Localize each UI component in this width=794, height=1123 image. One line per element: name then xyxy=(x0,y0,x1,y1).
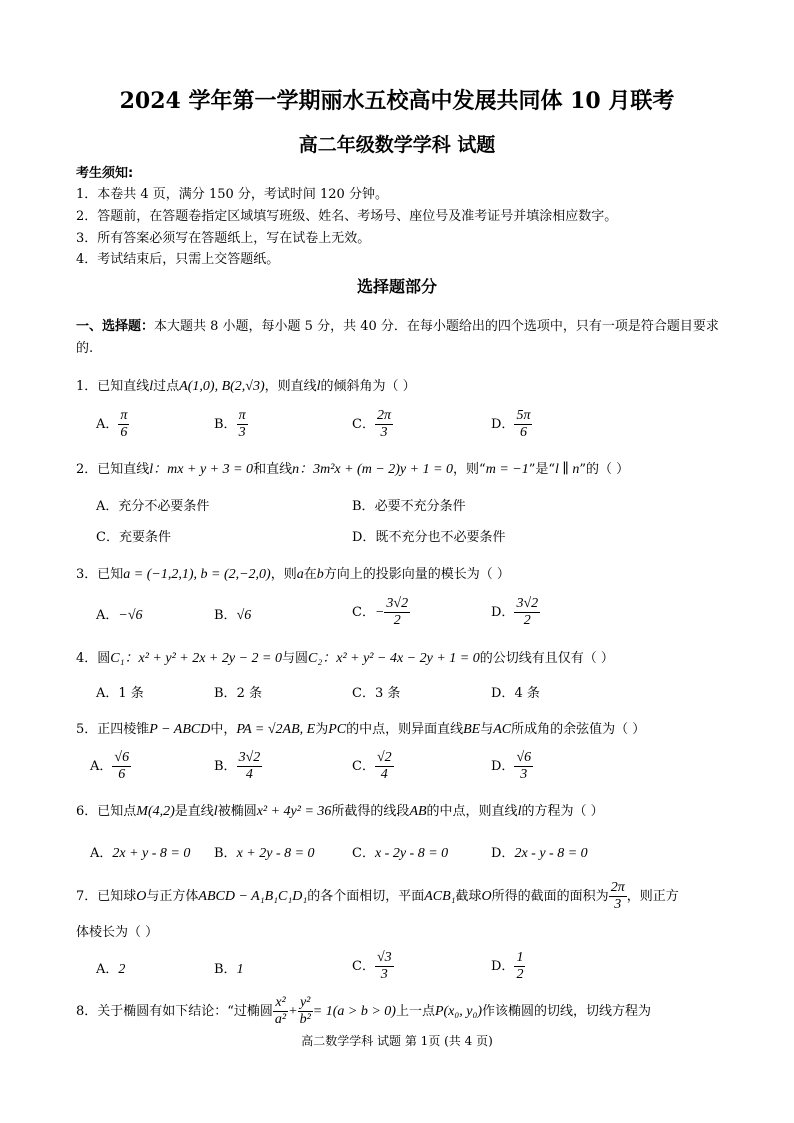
q2-option-c[interactable] xyxy=(96,526,171,545)
option-text: √6 xyxy=(236,608,252,623)
option-label: D． xyxy=(491,759,515,774)
option-text: 2 xyxy=(118,962,126,977)
frac-num: 1 xyxy=(516,950,524,965)
fraction xyxy=(514,596,540,629)
q6-option-d[interactable] xyxy=(491,842,588,862)
section-title: 选择题部分 xyxy=(356,277,437,296)
option-text: 2x - y - 8 = 0 xyxy=(514,846,588,861)
frac-den: 3 xyxy=(520,767,528,782)
q4-eq: x² + y² + 2x + 2y − 2 = 0 xyxy=(138,651,282,666)
q8-text: 8．关于椭圆有如下结论：“过椭圆 xyxy=(76,1004,273,1019)
q2-text: ，则“ xyxy=(453,462,486,477)
q5-var: PC xyxy=(328,722,347,737)
frac-num: π xyxy=(238,408,246,423)
option-label: D． xyxy=(491,959,515,974)
q7-option-d[interactable] xyxy=(491,950,525,983)
option-label: B． xyxy=(352,499,375,514)
q1-points: A(1,0), B(2,√3) xyxy=(179,379,265,394)
q7-var: ACB₁ xyxy=(424,889,456,904)
q6-text: 的中点，则直线 xyxy=(426,804,518,819)
q7-option-b[interactable] xyxy=(214,958,244,978)
q6-option-b[interactable] xyxy=(214,842,315,862)
part-instructions xyxy=(76,316,726,360)
q1-text: 过点 xyxy=(153,379,180,394)
q4-text: 4．圆 xyxy=(76,651,111,666)
option-text: 2x + y - 8 = 0 xyxy=(112,846,191,861)
q7-var: ABCD − A₁B₁C₁D₁ xyxy=(198,889,308,904)
q4-eq: x² + y² − 4x − 2y + 1 = 0 xyxy=(336,651,480,666)
fraction xyxy=(514,750,533,783)
q3-text: ，则 xyxy=(270,567,297,582)
question-4 xyxy=(76,647,614,667)
q6-text: 是直线 xyxy=(174,804,214,819)
option-label: D． xyxy=(491,686,515,701)
option-text: 1 xyxy=(236,962,244,977)
frac-den: 6 xyxy=(120,425,128,440)
option-label: B． xyxy=(214,608,237,623)
q1-text: 1．已知直线 xyxy=(76,379,150,394)
q2-text: ”是“ xyxy=(528,462,556,477)
part-lead: 一、选择题： xyxy=(76,319,155,334)
fraction xyxy=(375,950,394,983)
option-label: B． xyxy=(214,417,237,432)
q3-text: 方向上的投影向量的模长为（ ） xyxy=(323,567,510,582)
option-label: A． xyxy=(96,608,119,623)
q3-text: 在 xyxy=(303,567,317,582)
frac-num: π xyxy=(120,408,128,423)
option-label: C． xyxy=(352,417,375,432)
q7-text: 与正方体 xyxy=(146,889,199,904)
q8-var: P(x₀, y₀) xyxy=(434,1004,483,1019)
question-7-continued: 体棱长为（ ） xyxy=(76,925,159,940)
frac-den: 2 xyxy=(516,967,524,982)
frac-num: √3 xyxy=(376,950,392,965)
option-label: D． xyxy=(491,417,515,432)
q3-vectors: a = (−1,2,1), b = (2,−2,0) xyxy=(123,567,271,582)
frac-num: x² xyxy=(273,995,288,1012)
q4-option-c[interactable] xyxy=(352,682,400,701)
option-label: B． xyxy=(214,759,237,774)
part-text: 本大题共 8 小题，每小题 5 分，共 40 分．在每小题给出的四个选项中，只有一项是符合题目要求的. xyxy=(76,319,719,356)
q3-text: 3．已知 xyxy=(76,567,124,582)
frac-den: 4 xyxy=(380,767,388,782)
q8-text: 作该椭圆的切线，切线方程为 xyxy=(482,1004,652,1019)
option-label: C． xyxy=(352,846,375,861)
q2-var: n： xyxy=(292,462,314,477)
q7-var: O xyxy=(136,889,147,904)
q2-var: l： xyxy=(149,462,168,477)
option-label: A． xyxy=(96,962,119,977)
q3-option-b[interactable] xyxy=(214,604,251,624)
q7-text: ，则正方 xyxy=(626,889,679,904)
frac-den: a² xyxy=(274,1012,287,1027)
notice-item: 1．本卷共 4 页，满分 150 分，考试时间 120 分钟。 xyxy=(76,187,388,202)
q7-text: 的各个面相切，平面 xyxy=(307,889,425,904)
q5-var: P − ABCD xyxy=(149,722,211,737)
frac-den: 3 xyxy=(380,967,388,982)
q6-var: AB xyxy=(409,804,427,819)
q4-text: 与圆 xyxy=(282,651,309,666)
frac-num: 5π xyxy=(516,408,531,423)
frac-den: 2 xyxy=(523,613,531,628)
q3-option-d[interactable] xyxy=(491,596,540,629)
option-label: A． xyxy=(90,846,113,861)
q2-text: 和直线 xyxy=(253,462,293,477)
frac-den: b² xyxy=(299,1012,311,1027)
page-subtitle: 高二年级数学学科 试题 xyxy=(298,134,496,156)
option-label: C． xyxy=(352,686,375,701)
question-8 xyxy=(76,995,651,1028)
q1-text: 的倾斜角为（ ） xyxy=(320,379,416,394)
frac-num: 2π xyxy=(610,880,625,895)
frac-num: 3√2 xyxy=(516,596,539,611)
q4-option-d[interactable] xyxy=(491,682,540,701)
q4-var: C₂： xyxy=(308,651,337,666)
option-text: 2 条 xyxy=(236,686,262,701)
q6-text: 所截得的线段 xyxy=(331,804,410,819)
q4-var: C₁： xyxy=(110,651,139,666)
option-text: x - 2y - 8 = 0 xyxy=(374,846,449,861)
q8-op: + xyxy=(288,1004,298,1019)
notice-heading: 考生须知: xyxy=(76,166,134,181)
q5-option-c[interactable] xyxy=(352,750,394,783)
frac-num: y² xyxy=(298,995,313,1012)
option-text: x + 2y - 8 = 0 xyxy=(236,846,315,861)
option-label: D． xyxy=(491,605,515,620)
q2-eq: 3m²x + (m − 2)y + 1 = 0 xyxy=(313,462,454,477)
q5-text: 与 xyxy=(480,722,494,737)
frac-den: 6 xyxy=(519,425,527,440)
fraction xyxy=(375,750,394,783)
fraction xyxy=(609,880,627,913)
fraction xyxy=(384,596,410,629)
question-3 xyxy=(76,563,510,583)
page-title: 2024 学年第一学期丽水五校高中发展共同体 10 月联考 xyxy=(119,88,675,114)
fraction xyxy=(273,995,288,1028)
q6-option-a[interactable] xyxy=(90,842,190,862)
option-text: 既不充分也不必要条件 xyxy=(375,530,506,545)
q6-text: 的方程为（ ） xyxy=(521,804,604,819)
q6-text: 6．已知点 xyxy=(76,804,137,819)
option-text: 充要条件 xyxy=(118,530,171,545)
q4-text: 的公切线有且仅有（ ） xyxy=(479,651,614,666)
q5-text: 所成角的余弦值为（ ） xyxy=(511,722,646,737)
fraction xyxy=(375,408,393,441)
q2-eq: m = −1 xyxy=(485,462,529,477)
option-label: B． xyxy=(214,686,237,701)
question-1 xyxy=(76,375,416,395)
q6-eq: x² + 4y² = 36 xyxy=(256,804,332,819)
fraction xyxy=(118,408,129,441)
notice-item: 4．考试结束后，只需上交答题纸。 xyxy=(76,252,280,267)
q6-var: l xyxy=(213,804,218,819)
frac-num: √2 xyxy=(376,750,392,765)
q4-option-b[interactable] xyxy=(214,682,262,701)
q1-var: l xyxy=(316,379,321,394)
q3-var: b xyxy=(316,567,324,582)
frac-num: 2π xyxy=(376,408,391,423)
question-2 xyxy=(76,458,629,478)
option-label: D． xyxy=(352,530,376,545)
frac-den: 6 xyxy=(118,767,126,782)
q7-text: 所得的截面的面积为 xyxy=(491,889,609,904)
frac-num: √6 xyxy=(114,750,130,765)
option-label: C． xyxy=(352,759,375,774)
frac-den: 2 xyxy=(393,613,401,628)
option-label: D． xyxy=(491,846,515,861)
frac-den: 3 xyxy=(238,425,246,440)
q1-option-a[interactable] xyxy=(96,408,129,441)
q5-var: BE xyxy=(463,722,481,737)
q3-var: a xyxy=(296,567,304,582)
notice-item: 2．答题前，在答题卷指定区域填写班级、姓名、考场号、座位号及准考证号并填涂相应数字。 xyxy=(76,209,618,224)
q4-option-a[interactable] xyxy=(96,682,144,701)
q7-text: 7．已知球 xyxy=(76,889,137,904)
q2-eq: l ∥ n xyxy=(555,462,580,477)
option-text: −√6 xyxy=(118,608,143,623)
frac-den: 4 xyxy=(245,767,253,782)
q1-option-d[interactable] xyxy=(491,408,532,441)
q5-eq: PA = √2AB, E xyxy=(236,722,316,737)
option-text: 1 条 xyxy=(118,686,144,701)
fraction xyxy=(514,950,525,983)
question-6 xyxy=(76,800,604,820)
fraction xyxy=(237,750,263,783)
q1-text: ，则直线 xyxy=(264,379,317,394)
q6-option-c[interactable] xyxy=(352,842,448,862)
fraction xyxy=(112,750,131,783)
q7-option-c[interactable] xyxy=(352,950,394,983)
q2-option-a[interactable] xyxy=(96,495,209,514)
q3-option-c[interactable] xyxy=(352,596,410,629)
q5-text: 为 xyxy=(315,722,329,737)
question-7 xyxy=(76,880,679,913)
q1-option-c[interactable] xyxy=(352,408,393,441)
q7-var: O xyxy=(481,889,492,904)
q3-option-a[interactable] xyxy=(96,604,143,624)
question-5 xyxy=(76,718,645,738)
frac-den: 3 xyxy=(380,425,388,440)
q6-var: l xyxy=(517,804,522,819)
q5-var: AC xyxy=(493,722,512,737)
option-text: 3 条 xyxy=(374,686,401,701)
option-label: B． xyxy=(214,962,237,977)
frac-num: 3√2 xyxy=(386,596,409,611)
q2-option-d[interactable] xyxy=(352,526,505,545)
option-text: 必要不充分条件 xyxy=(374,499,466,514)
option-label: A． xyxy=(96,686,119,701)
q2-text: 2．已知直线 xyxy=(76,462,150,477)
fraction xyxy=(514,408,532,441)
option-label: A． xyxy=(96,417,119,432)
q8-text: 上一点 xyxy=(395,1004,435,1019)
option-text: 4 条 xyxy=(514,686,540,701)
option-label: C． xyxy=(96,530,119,545)
fraction xyxy=(237,408,248,441)
q6-text: 被椭圆 xyxy=(217,804,257,819)
frac-num: 3√2 xyxy=(238,750,261,765)
q5-text: 的中点，则异面直线 xyxy=(346,722,464,737)
q2-eq: mx + y + 3 = 0 xyxy=(167,462,254,477)
option-label: C． xyxy=(352,605,375,620)
option-label: B． xyxy=(214,846,237,861)
fraction xyxy=(298,995,313,1028)
q6-var: M(4,2) xyxy=(136,804,175,819)
q5-text: 5．正四棱锥 xyxy=(76,722,150,737)
q5-option-a[interactable] xyxy=(90,750,131,783)
option-text: 充分不必要条件 xyxy=(118,499,210,514)
option-label: C． xyxy=(352,959,375,974)
q7-option-a[interactable] xyxy=(96,958,125,978)
frac-num: √6 xyxy=(516,750,532,765)
option-label: A． xyxy=(90,759,113,774)
q2-option-b[interactable] xyxy=(352,495,466,514)
q8-eq: = 1(a > b > 0) xyxy=(312,1004,396,1019)
q5-text: 中， xyxy=(210,722,237,737)
notice-item: 3．所有答案必须写在答题纸上，写在试卷上无效。 xyxy=(76,231,371,246)
q2-text: ”的（ ） xyxy=(579,462,630,477)
q1-var: l xyxy=(149,379,154,394)
frac-den: 3 xyxy=(614,897,622,912)
q5-option-d[interactable] xyxy=(491,750,533,783)
q5-option-b[interactable] xyxy=(214,750,262,783)
option-sign: − xyxy=(374,605,385,620)
q1-option-b[interactable] xyxy=(214,408,248,441)
page-footer: 高二数学学科 试题 第 1页 (共 4 页) xyxy=(301,1034,493,1048)
q7-text: 截球 xyxy=(455,889,482,904)
option-label: A． xyxy=(96,499,119,514)
